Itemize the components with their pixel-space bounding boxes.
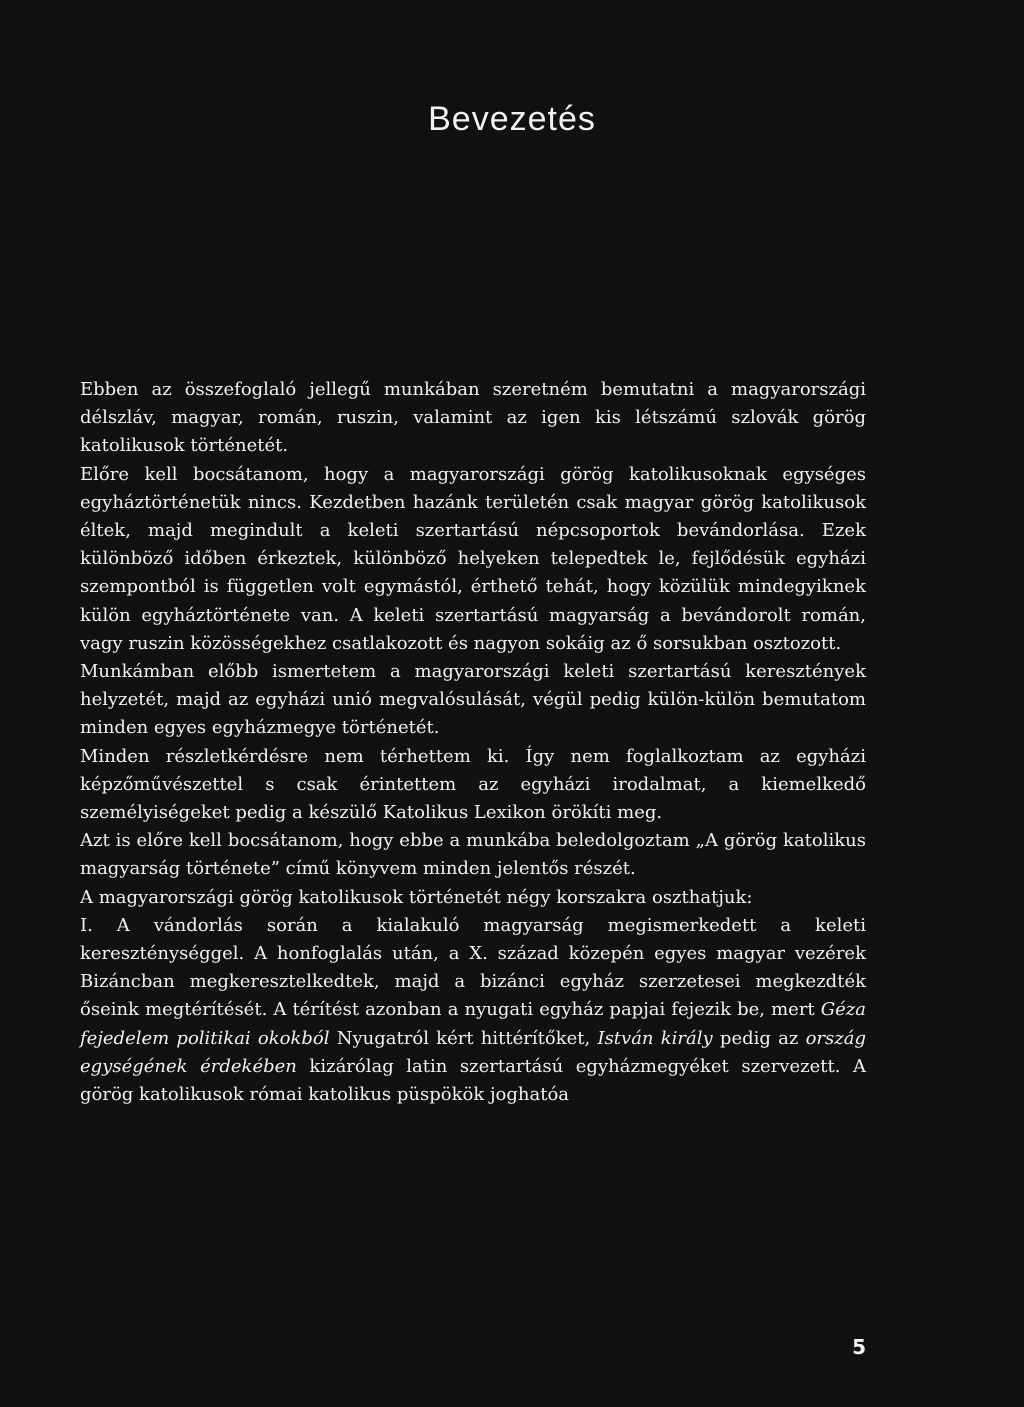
paragraph: Azt is előre kell bocsátanom, hogy ebbe a munkába beledolgoztam „A görög katolikus magyarság története” című könyvem minden jelentős részét. bbox=[80, 830, 866, 880]
text-run: pedig az bbox=[712, 1027, 806, 1049]
paragraph: Munkámban előbb ismertetem a magyarországi keleti szertartású keresztények helyzetét, majd az egyházi unió megvalósulását, végül pedig külön-külön bemutatom minden egyes egyházmegye történetét. bbox=[80, 661, 866, 739]
italic-run: ország egységének érdekében bbox=[80, 1027, 866, 1077]
paragraph: Előre kell bocsátanom, hogy a magyarországi görög katolikusoknak egységes egyháztörténetük nincs. Kezdetben hazánk területén csak magyar görög katolikusok éltek, majd megindult a keleti szertartású népcsoportok bevándorlása. Ezek különböző időben érkeztek, különböző helyeken telepedtek le, fejlődésük egyházi szempontból is független volt egymástól, érthető tehát, hogy közülük mindegyiknek külön egyháztörténete van. A keleti szertartású magyarság a bevándorolt román, vagy ruszin közösségekhez csatlakozott és nagyon sokáig az ő sorsukban osztozott. bbox=[80, 463, 866, 654]
paragraph bbox=[80, 912, 866, 1109]
paragraph: A magyarországi görög katolikusok történetét négy korszakra oszthatjuk: bbox=[80, 886, 753, 908]
page-title: Bevezetés bbox=[428, 100, 596, 138]
page-number: 5 bbox=[852, 1335, 866, 1359]
body-text bbox=[80, 376, 866, 1109]
text-run: kizárólag latin szertartású egyházmegyéket szervezett. A görög katolikusok római katolikus püspökök joghatóa bbox=[80, 1055, 866, 1106]
paragraph: Minden részletkérdésre nem térhettem ki. Így nem foglalkoztam az egyházi képzőművészettel s csak érintettem az egyházi irodalmat, a kiemelkedő személyiségeket pedig a készülő Katolikus Lexikon örökíti meg. bbox=[80, 745, 866, 824]
paragraph: Ebben az összefoglaló jellegű munkában szeretném bemutatni a magyarországi délszláv, magyar, román, ruszin, valamint az igen kis létszámú szlovák görög katolikusok történetét. bbox=[80, 379, 866, 457]
text-run: I. A vándorlás során a kialakuló magyarság megismerkedett a keleti kereszténységgel. A honfoglalás után, a X. század közepén egyes magyar vezérek Bizáncban megkeresztelkedtek, majd a bizánci egyház szerzetesei megkezdték őseink megtérítését. A térítést azonban a nyugati egyház papjai fejezik be, mert bbox=[80, 914, 866, 1021]
italic-run: István király bbox=[597, 1027, 713, 1049]
text-run: Nyugatról kért hittérítőket, bbox=[329, 1027, 598, 1049]
italic-run: Géza fejedelem politikai okokból bbox=[80, 999, 866, 1049]
